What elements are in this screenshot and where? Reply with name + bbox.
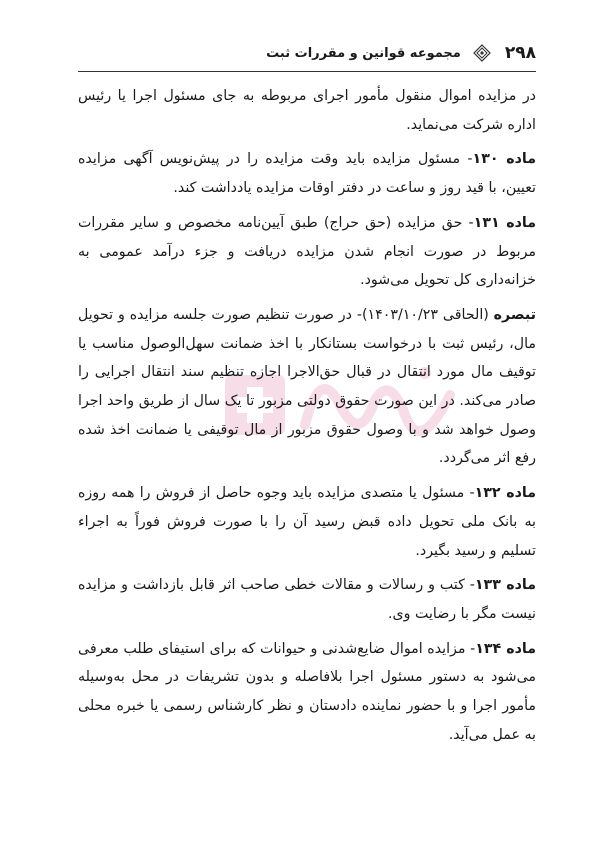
article-label: ماده ۱۳۴ xyxy=(475,640,536,657)
article-131 xyxy=(78,209,536,295)
running-title: مجموعه قوانین و مقررات ثبت xyxy=(266,45,461,61)
paragraph-intro xyxy=(78,82,536,139)
note-text: (الحاقی ۱۴۰۳/۱۰/۲۳)- در صورت تنظیم صورت جلسه مزایده و تحویل مال، رئیس ثبت با درخواست بستانکار با اخذ ضمانت سهل‌الوصول مناسب یا توقیف مال مورد انتقال در قبال حق‌الاجرا اجازه تنظیم سند انتقال اجرایی را صادر می‌کند. در این صورت حقوق دولتی مزبور تا یک سال از طریق واحد اجرا وصول خواهد شد و با وصول حقوق مزبور از مال توقیفی یا ضمانت اخذ شده رفع اثر می‌گردد. xyxy=(78,306,536,467)
article-label: ماده ۱۳۰ xyxy=(472,151,536,168)
body-text xyxy=(78,82,536,755)
article-134 xyxy=(78,635,536,750)
header-rule xyxy=(78,71,536,72)
article-text: - حق مزایده (حق حراج) طبق آیین‌نامه مخصوص و سایر مقررات مربوط در صورت انجام شدن مزایده دریافت و جزء درآمد عمومی به خزانه‌داری کل تحویل می‌شود. xyxy=(78,214,536,289)
article-133 xyxy=(78,571,536,628)
diamond-ornament-icon xyxy=(473,44,491,62)
note-label: تبصره xyxy=(493,306,536,323)
article-text: - کتب و رسالات و مقالات خطی صاحب اثر قابل بازداشت و مزایده نیست مگر با رضایت وی. xyxy=(78,577,536,622)
article-text: - مسئول مزایده باید وقت مزایده را در پیش‌نویس آگهی مزایده تعیین، با قید روز و ساعت در دفتر اوقات مزایده یادداشت کند. xyxy=(78,151,536,197)
paragraph-text: در مزایده اموال منقول مأمور اجرای مربوطه به جای مسئول اجرا یا رئیس اداره شرکت می‌نماید. xyxy=(78,88,536,133)
article-text: - مزایده اموال ضایع‌شدنی و حیوانات که برای استیفای طلب معرفی می‌شود به دستور مسئول اجرا بلافاصله و بدون تشریفات در محل به‌وسیله مأمور اجرا و با حضور نماینده دادستان و نظر کارشناس رسمی یا خبره محلی به عمل می‌آید. xyxy=(78,640,536,743)
article-label: ماده ۱۳۱ xyxy=(473,214,536,231)
article-label: ماده ۱۳۳ xyxy=(474,577,536,594)
note-tabsareh xyxy=(78,301,536,473)
article-130 xyxy=(78,145,536,202)
article-text: - مسئول یا متصدی مزایده باید وجوه حاصل از فروش را همه روزه به بانک ملی تحویل داده قبض رسید آن را با صورت فروش فوراً به اجراء تسلیم و رسید بگیرد. xyxy=(78,485,536,559)
page-number: ۲۹۸ xyxy=(504,43,536,63)
article-label: ماده ۱۳۲ xyxy=(474,485,536,502)
page-header xyxy=(78,38,536,68)
article-132 xyxy=(78,479,536,565)
